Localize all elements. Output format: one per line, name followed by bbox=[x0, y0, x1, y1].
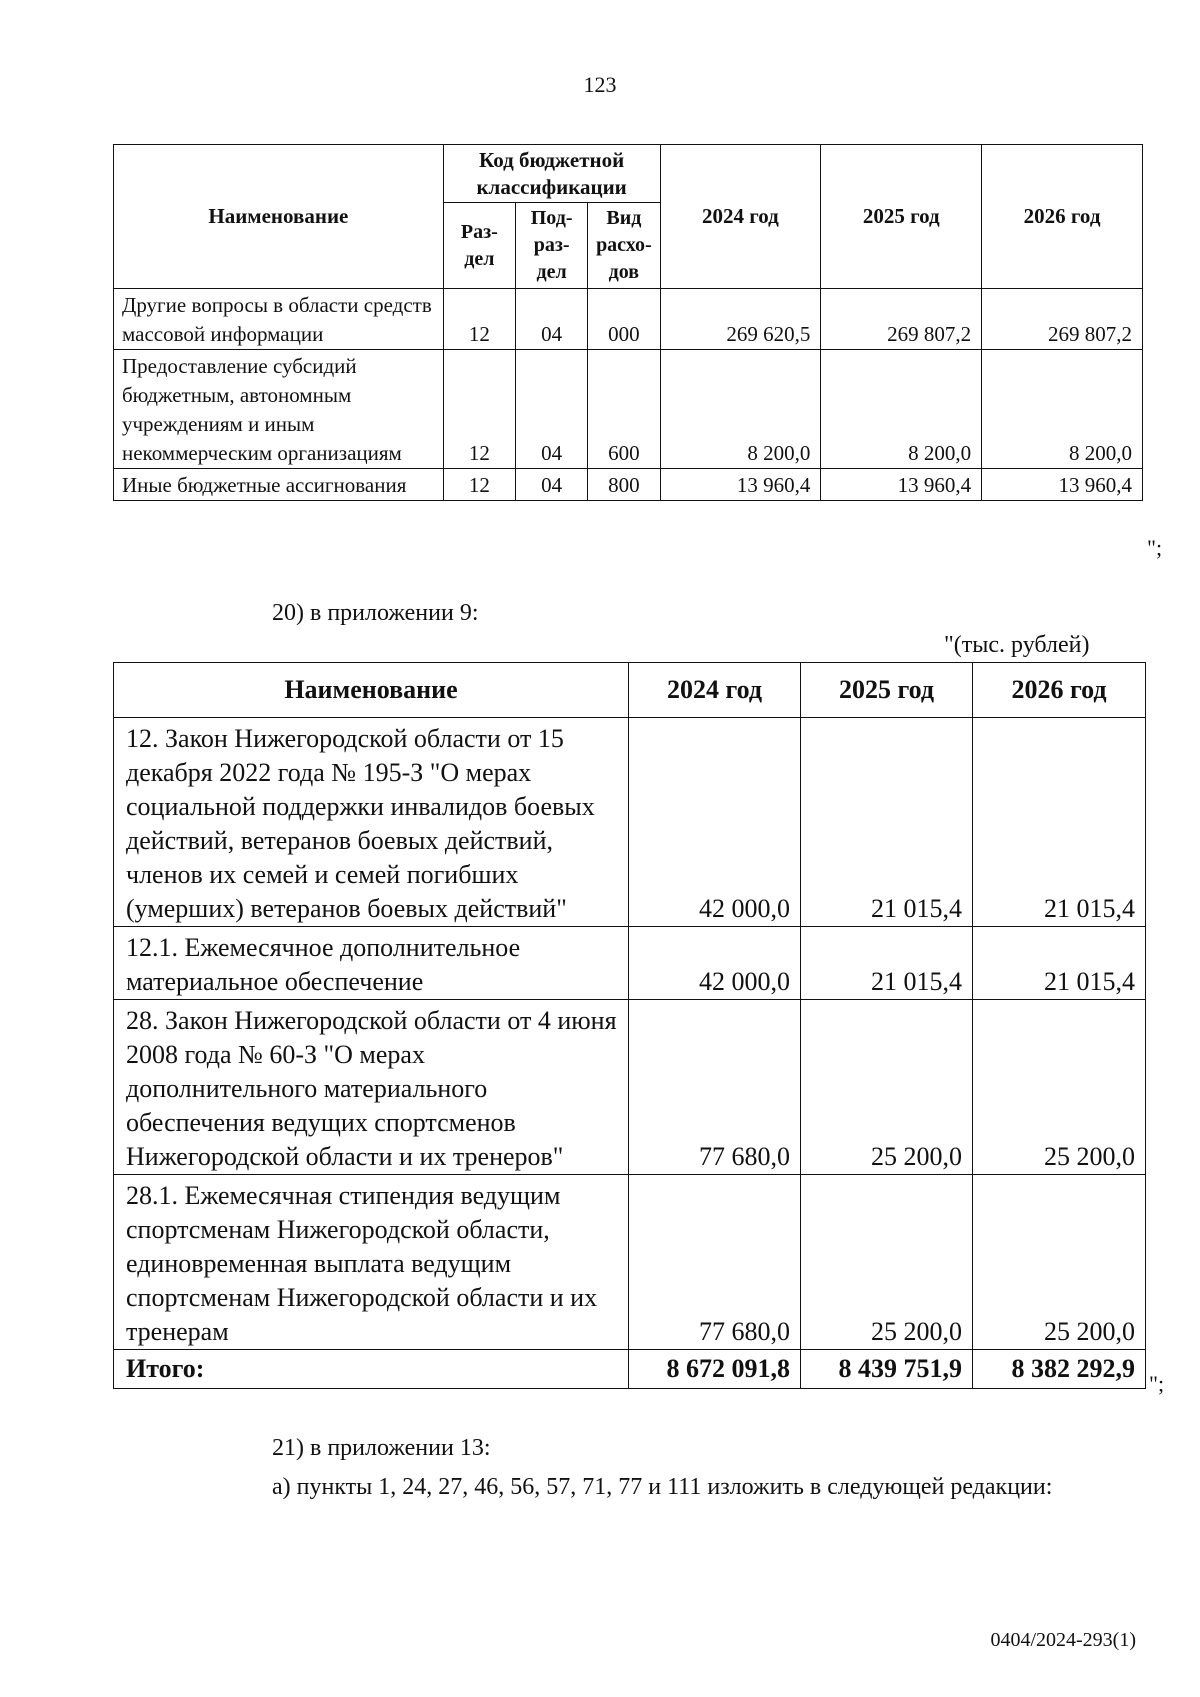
row-2026: 21 015,4 bbox=[973, 718, 1146, 927]
table-row bbox=[114, 289, 1143, 350]
row-razdel: 12 bbox=[443, 469, 515, 501]
row-2025: 21 015,4 bbox=[801, 718, 973, 927]
row-2026: 8 200,0 bbox=[982, 350, 1143, 469]
row-vid: 800 bbox=[588, 469, 660, 501]
table-row bbox=[114, 927, 1146, 1000]
t1-header-code-group: Код бюджетной классификации bbox=[443, 145, 660, 203]
row-2025: 21 015,4 bbox=[801, 927, 973, 1000]
t2-header-name: Наименование bbox=[114, 663, 629, 718]
row-2026: 25 200,0 bbox=[973, 1000, 1146, 1175]
row-name: 12.1. Ежемесячное дополнительное материальное обеспечение bbox=[114, 927, 629, 1000]
row-2024: 77 680,0 bbox=[629, 1000, 801, 1175]
t1-header-2024: 2024 год bbox=[660, 145, 821, 289]
row-2026: 25 200,0 bbox=[973, 1175, 1146, 1350]
t1-header-razdel: Раз- дел bbox=[443, 203, 515, 289]
table-row bbox=[114, 1000, 1146, 1175]
row-2024: 42 000,0 bbox=[629, 718, 801, 927]
row-2024: 13 960,4 bbox=[660, 469, 821, 501]
table-row bbox=[114, 469, 1143, 501]
row-razdel: 12 bbox=[443, 289, 515, 350]
row-name: 28. Закон Нижегородской области от 4 июня 2008 года № 60-З "О мерах дополнительного материального обеспечения ведущих спортсменов Нижегородской области и их тренеров" bbox=[114, 1000, 629, 1175]
row-2025: 25 200,0 bbox=[801, 1000, 973, 1175]
row-2024: 269 620,5 bbox=[660, 289, 821, 350]
row-2024: 77 680,0 bbox=[629, 1175, 801, 1350]
row-2025: 13 960,4 bbox=[821, 469, 982, 501]
row-2026: 269 807,2 bbox=[982, 289, 1143, 350]
total-2026: 8 382 292,9 bbox=[973, 1350, 1146, 1389]
row-vid: 000 bbox=[588, 289, 660, 350]
item-20: 20) в приложении 9: bbox=[272, 600, 479, 626]
t2-closing-quote: "; bbox=[1149, 1371, 1165, 1396]
row-name: Предоставление субсидий бюджетным, автономным учреждениям и иным некоммерческим организациям bbox=[114, 350, 444, 469]
row-2024: 8 200,0 bbox=[660, 350, 821, 469]
row-2026: 13 960,4 bbox=[982, 469, 1143, 501]
row-podrazdel: 04 bbox=[516, 469, 588, 501]
t1-header-vid: Вид расхо- дов bbox=[588, 203, 660, 289]
t1-header-2026: 2026 год bbox=[982, 145, 1143, 289]
row-name: 28.1. Ежемесячная стипендия ведущим спортсменам Нижегородской области, единовременная выплата ведущим спортсменам Нижегородской области и их тренерам bbox=[114, 1175, 629, 1350]
table-row bbox=[114, 1175, 1146, 1350]
row-razdel: 12 bbox=[443, 350, 515, 469]
row-podrazdel: 04 bbox=[516, 289, 588, 350]
row-2025: 269 807,2 bbox=[821, 289, 982, 350]
t1-closing-quote: "; bbox=[1147, 535, 1163, 560]
row-vid: 600 bbox=[588, 350, 660, 469]
total-2025: 8 439 751,9 bbox=[801, 1350, 973, 1389]
total-2024: 8 672 091,8 bbox=[629, 1350, 801, 1389]
t1-header-2025: 2025 год bbox=[821, 145, 982, 289]
row-podrazdel: 04 bbox=[516, 350, 588, 469]
row-2025: 25 200,0 bbox=[801, 1175, 973, 1350]
t2-header-2024: 2024 год bbox=[629, 663, 801, 718]
total-label: Итого: bbox=[114, 1350, 629, 1389]
table-row bbox=[114, 718, 1146, 927]
item-21a: а) пункты 1, 24, 27, 46, 56, 57, 71, 77 и 111 изложить в следующей редакции: bbox=[272, 1474, 1053, 1500]
page-number: 123 bbox=[583, 72, 617, 97]
table-row bbox=[114, 350, 1143, 469]
item-21: 21) в приложении 13: bbox=[272, 1435, 491, 1461]
t1-header-podrazdel: Под- раз- дел bbox=[516, 203, 588, 289]
units-label: "(тыс. рублей) bbox=[944, 632, 1090, 658]
row-name: Иные бюджетные ассигнования bbox=[114, 469, 444, 501]
row-name: 12. Закон Нижегородской области от 15 декабря 2022 года № 195-З "О мерах социальной поддержки инвалидов боевых действий, ветеранов боевых действий, членов их семей и семей погибших (умерших) ветеранов боевых действий" bbox=[114, 718, 629, 927]
row-name: Другие вопросы в области средств массовой информации bbox=[114, 289, 444, 350]
document-code: 0404/2024-293(1) bbox=[990, 1629, 1136, 1651]
law-expenses-table bbox=[113, 662, 1146, 1389]
t1-header-name: Наименование bbox=[114, 145, 444, 289]
budget-classification-table bbox=[113, 144, 1143, 501]
row-2026: 21 015,4 bbox=[973, 927, 1146, 1000]
t2-header-2026: 2026 год bbox=[973, 663, 1146, 718]
row-2024: 42 000,0 bbox=[629, 927, 801, 1000]
row-2025: 8 200,0 bbox=[821, 350, 982, 469]
total-row bbox=[114, 1350, 1146, 1389]
t2-header-2025: 2025 год bbox=[801, 663, 973, 718]
